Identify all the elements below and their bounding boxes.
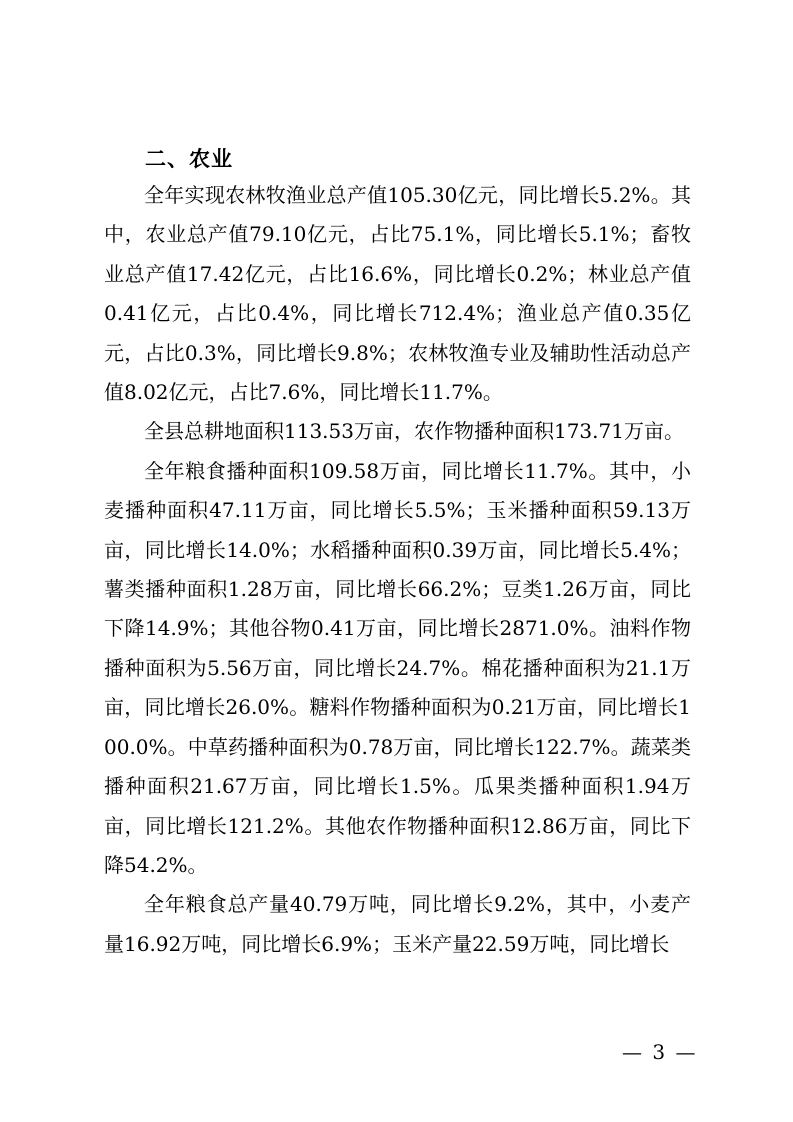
body-text bbox=[104, 176, 691, 964]
paragraph-sown-area: 全年粮食播种面积109.58万亩，同比增长11.7%。其中，小麦播种面积47.11万亩，同比增长5.5%；玉米播种面积59.13万亩，同比增长14.0%；水稻播种面积0.39万亩，同比增长5.4%；薯类播种面积1.28万亩，同比增长66.2%；豆类1.26万亩，同比下降14.9%；其他谷物0.41万亩，同比增长2871.0%。油料作物播种面积为5.56万亩，同比增长24.7%。棉花播种面积为21.1万亩，同比增长26.0%。糖料作物播种面积为0.21万亩，同比增长100.0%。中草药播种面积为0.78万亩，同比增长122.7%。蔬菜类播种面积21.67万亩，同比增长1.5%。瓜果类播种面积1.94万亩，同比增长121.2%。其他农作物播种面积12.86万亩，同比下降54.2%。 bbox=[104, 458, 691, 877]
page-number: — 3 — bbox=[622, 1040, 698, 1064]
paragraph-output-value: 全年实现农林牧渔业总产值105.30亿元，同比增长5.2%。其中，农业总产值79.10亿元，占比75.1%，同比增长5.1%；畜牧业总产值17.42亿元，占比16.6%，同比增长0.2%；林业总产值0.41亿元，占比0.4%，同比增长712.4%；渔业总产值0.35亿元，占比0.3%，同比增长9.8%；农林牧渔专业及辅助性活动总产值8.02亿元，占比7.6%，同比增长11.7%。 bbox=[104, 183, 691, 405]
paragraph-grain-output: 全年粮食总产量40.79万吨，同比增长9.2%，其中，小麦产量16.92万吨，同比增长6.9%；玉米产量22.59万吨，同比增长 bbox=[104, 892, 691, 956]
section-heading: 二、农业 bbox=[145, 147, 233, 171]
paragraph-farmland-area: 全县总耕地面积113.53万亩，农作物播种面积173.71万亩。 bbox=[144, 419, 684, 444]
